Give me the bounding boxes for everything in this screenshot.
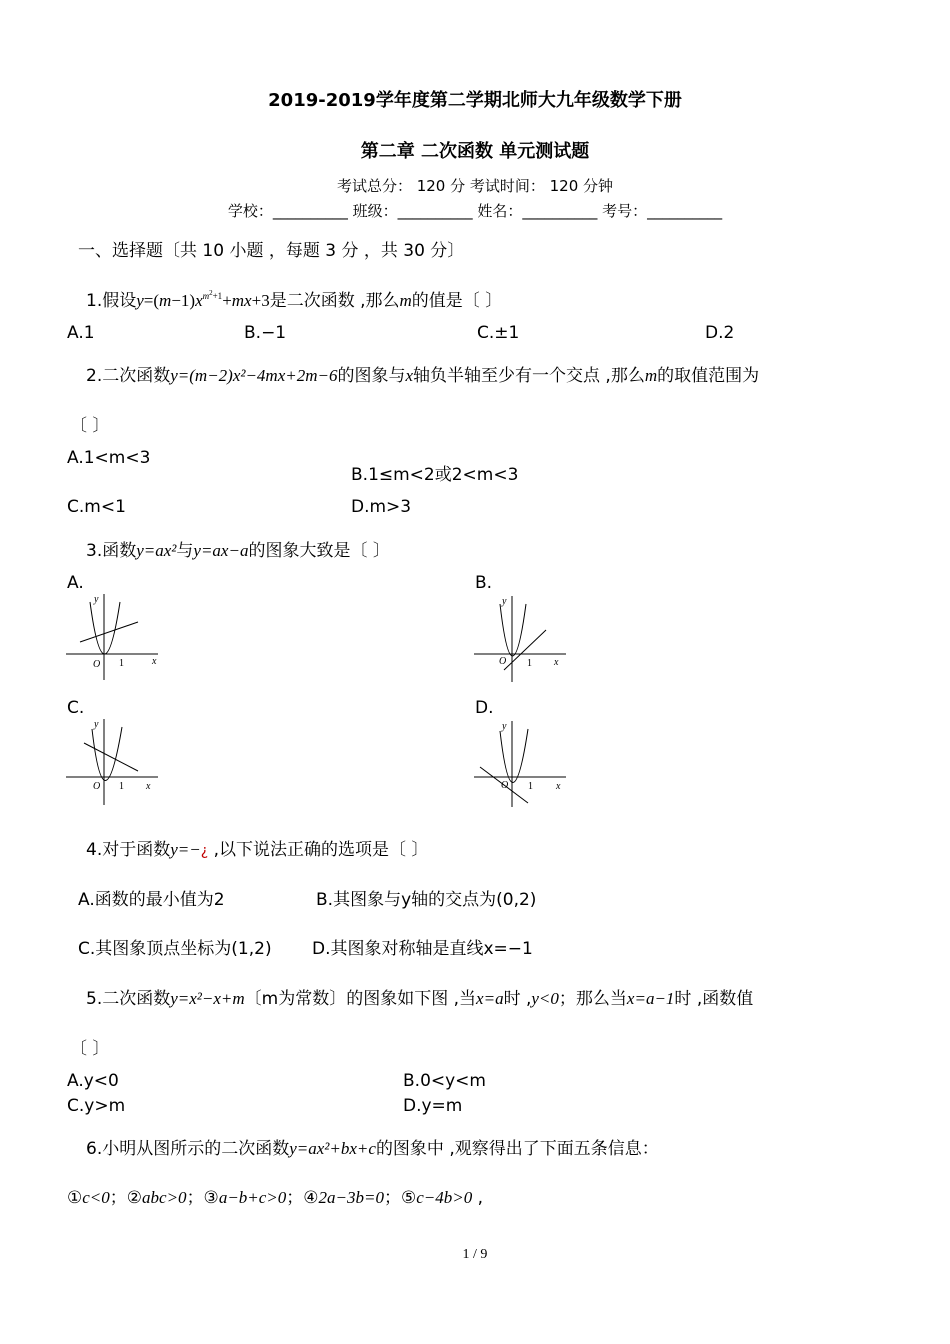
q1-mid: 是二次函数 ,那么 bbox=[269, 291, 400, 311]
document-subtitle: 第二章 二次函数 单元测试题 bbox=[360, 141, 590, 162]
y-label: y bbox=[502, 596, 507, 607]
q2-var: m bbox=[644, 366, 658, 385]
q6-info-7: ；④ bbox=[286, 1188, 319, 1208]
q4-formula: y=− bbox=[170, 840, 201, 859]
origin-label: O bbox=[93, 659, 101, 670]
question-1 bbox=[86, 286, 502, 311]
q5-option-d[interactable]: D.y=m bbox=[403, 1096, 463, 1116]
q6-info-4: abc>0 bbox=[142, 1188, 187, 1207]
q3-option-c[interactable]: C. bbox=[67, 698, 85, 718]
q6-info-3: ；② bbox=[109, 1188, 143, 1208]
q6-formula: y=ax²+bx+c bbox=[289, 1139, 376, 1158]
graph-b bbox=[470, 590, 570, 686]
exam-info: 考试总分： 120 分 考试时间： 120 分钟 bbox=[336, 177, 614, 195]
q5-bracket: 〔 〕 bbox=[70, 1039, 110, 1059]
q5-cond2: y<0 bbox=[531, 989, 559, 1008]
q5-formula: y=x²−x+m bbox=[170, 989, 245, 1008]
q6-info-6: a−b+c>0 bbox=[218, 1188, 287, 1207]
q6-info-5: ；③ bbox=[186, 1188, 219, 1208]
parabola bbox=[500, 729, 528, 783]
q5-pre: 5.二次函数 bbox=[86, 989, 171, 1009]
page-number: 1 / 9 bbox=[462, 1247, 488, 1262]
q6-info-8: 2a−3b=0 bbox=[318, 1188, 384, 1207]
q2-xvar: x bbox=[405, 366, 414, 385]
x-label: x bbox=[554, 657, 559, 668]
q2-option-b[interactable]: B.1≤m<2或2<m<3 bbox=[351, 465, 519, 485]
q2-option-c[interactable]: C.m<1 bbox=[67, 497, 126, 517]
line bbox=[84, 743, 138, 771]
q2-post2: 的取值范围为 bbox=[657, 366, 760, 386]
question-5 bbox=[86, 984, 753, 1009]
q4-pre: 4.对于函数 bbox=[86, 840, 171, 860]
graph-d bbox=[470, 715, 570, 811]
one-label: 1 bbox=[119, 658, 124, 669]
q4-option-c[interactable]: C.其图象顶点坐标为(1,2) bbox=[78, 939, 272, 959]
question-6 bbox=[86, 1134, 659, 1159]
q3-formula1: y=ax² bbox=[136, 541, 177, 560]
parabola bbox=[500, 604, 526, 656]
q6-info-1: ① bbox=[67, 1188, 83, 1208]
x-label: x bbox=[556, 781, 561, 792]
one-label: 1 bbox=[528, 781, 533, 792]
q4-option-a[interactable]: A.函数的最小值为2 bbox=[78, 890, 225, 910]
q5-option-a[interactable]: A.y<0 bbox=[67, 1071, 119, 1091]
q4-post: ,以下说法正确的选项是〔 〕 bbox=[208, 840, 429, 860]
line bbox=[80, 622, 138, 642]
line bbox=[504, 630, 546, 670]
q3-option-d[interactable]: D. bbox=[475, 698, 494, 718]
q4-option-b[interactable]: B.其图象与y轴的交点为(0,2) bbox=[316, 890, 537, 910]
q1-pre: 1.假设 bbox=[86, 291, 137, 311]
section-heading: 一、选择题〔共 10 小题 ，每题 3 分 ，共 30 分〕 bbox=[78, 241, 465, 261]
q3-mid: 与 bbox=[176, 541, 194, 561]
x-label: x bbox=[152, 656, 157, 667]
q6-info bbox=[67, 1183, 483, 1208]
one-label: 1 bbox=[119, 781, 124, 792]
document-title: 2019-2019学年度第二学期北师大九年级数学下册 bbox=[268, 90, 682, 111]
question-4 bbox=[86, 835, 428, 860]
q3-option-a[interactable]: A. bbox=[67, 573, 84, 593]
q2-option-d[interactable]: D.m>3 bbox=[351, 497, 412, 517]
q6-info-11: , bbox=[472, 1188, 484, 1208]
q2-pre: 2.二次函数 bbox=[86, 366, 171, 386]
q1-formula: $y=(m-1)x^{m^2+1}+mx+3$ bbox=[136, 289, 270, 310]
q1-option-a[interactable]: A.1 bbox=[67, 323, 95, 343]
origin-label: O bbox=[501, 780, 509, 791]
q6-info-10: c−4b>0 bbox=[416, 1188, 473, 1207]
q6-info-2: c<0 bbox=[82, 1188, 110, 1207]
q5-cond3: x=a−1 bbox=[626, 989, 675, 1008]
origin-label: O bbox=[93, 781, 101, 792]
q2-bracket: 〔 〕 bbox=[70, 416, 110, 436]
q5-mid: 〔m为常数〕的图象如下图 ,当 bbox=[244, 989, 477, 1009]
q2-option-a[interactable]: A.1<m<3 bbox=[67, 448, 151, 468]
student-fields: 学校：__________ 班级：__________ 姓名：__________ 考号：__________ bbox=[227, 202, 723, 220]
q4-option-d[interactable]: D.其图象对称轴是直线x=−1 bbox=[312, 939, 533, 959]
q5-post: 时 ,函数值 bbox=[674, 989, 754, 1009]
q5-option-b[interactable]: B.0<y<m bbox=[403, 1071, 486, 1091]
origin-label: O bbox=[499, 656, 507, 667]
graph-a bbox=[62, 588, 162, 684]
q1-post: 的值是〔 〕 bbox=[411, 291, 503, 311]
y-label: y bbox=[94, 594, 99, 605]
q3-pre: 3.函数 bbox=[86, 541, 137, 561]
q4-glyph: ¿ bbox=[200, 843, 209, 859]
q6-pre: 6.小明从图所示的二次函数 bbox=[86, 1139, 290, 1159]
question-3 bbox=[86, 536, 390, 561]
q6-info-9: ；⑤ bbox=[383, 1188, 417, 1208]
graph-c bbox=[62, 713, 162, 809]
q3-post: 的图象大致是〔 〕 bbox=[248, 541, 390, 561]
q2-post: 轴负半轴至少有一个交点 ,那么 bbox=[413, 366, 645, 386]
q1-option-d[interactable]: D.2 bbox=[705, 323, 735, 343]
q3-formula2: y=ax−a bbox=[193, 541, 249, 560]
x-label: x bbox=[146, 781, 151, 792]
q5-mid3: ；那么当 bbox=[558, 989, 627, 1009]
q6-post: 的图象中 ,观察得出了下面五条信息： bbox=[375, 1139, 659, 1159]
q3-option-b[interactable]: B. bbox=[475, 573, 493, 593]
parabola bbox=[90, 602, 120, 654]
q1-option-b[interactable]: B.−1 bbox=[244, 323, 287, 343]
parabola bbox=[92, 727, 122, 781]
q2-formula: y=(m−2)x²−4mx+2m−6 bbox=[170, 366, 338, 385]
q1-option-c[interactable]: C.±1 bbox=[477, 323, 520, 343]
y-label: y bbox=[502, 721, 507, 732]
q5-option-c[interactable]: C.y>m bbox=[67, 1096, 126, 1116]
q1-var: m bbox=[399, 291, 412, 310]
q5-cond1: x=a bbox=[476, 989, 504, 1008]
y-label: y bbox=[94, 719, 99, 730]
question-2 bbox=[86, 361, 759, 386]
q2-mid: 的图象与 bbox=[337, 366, 406, 386]
q5-mid2: 时 , bbox=[503, 989, 532, 1009]
one-label: 1 bbox=[527, 658, 532, 669]
